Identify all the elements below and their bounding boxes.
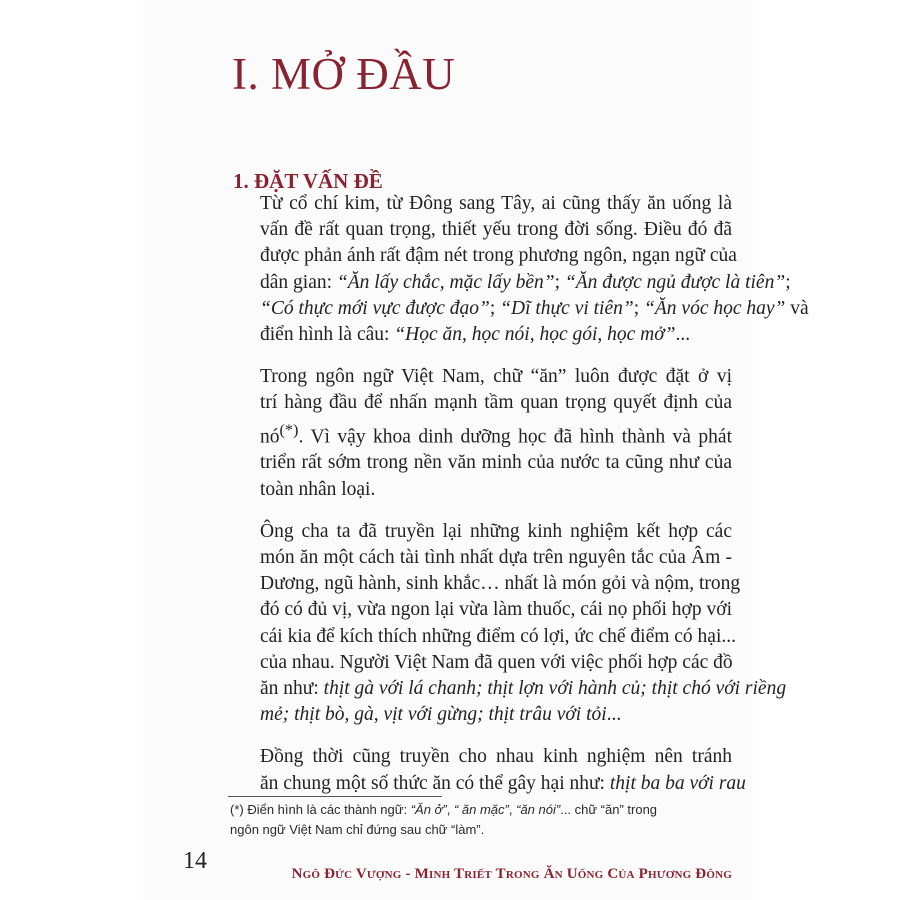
text-run: mẻ; thịt bò, gà, vịt với gừng; thịt trâu với tỏi [260, 704, 607, 726]
text-run: thịt gà với lá chanh; thịt lợn với hành củ; thịt chó với riềng [323, 677, 787, 699]
text-run: “Có thực mới vực được đạo” [260, 297, 490, 319]
text-run: thịt ba ba với rau [609, 772, 746, 794]
text-run: , [508, 802, 517, 817]
paragraph-3 [240, 519, 787, 729]
text-run: ... [606, 704, 622, 726]
text-run: món ăn một cách tài tình nhất dựa trên nguyên tắc của Âm - [260, 546, 732, 568]
text-run: “ăn nói” [516, 802, 561, 817]
text-run: ăn chung một số thức ăn có thể gây hại như: [260, 772, 610, 794]
text-line [240, 702, 732, 728]
text-run: ; [554, 271, 565, 293]
paragraph-4 [240, 744, 746, 796]
text-line [240, 477, 732, 503]
text-run: Đồng thời cũng truyền cho nhau kinh nghiệm nên tránh [260, 746, 732, 768]
text-line [230, 820, 700, 840]
text-line [240, 243, 737, 269]
page-number: 14 [183, 848, 207, 874]
running-footer-title: Ngô Đức Vượng - Minh Triết Trong Ăn Uống Của Phương Đông [291, 866, 732, 882]
text-line [240, 191, 732, 217]
text-run: . Vì vậy khoa dinh dưỡng học đã hình thành và phát [298, 426, 732, 448]
footnote-marker: (*) [279, 420, 299, 439]
text-line [240, 450, 732, 476]
text-run: ; [785, 271, 791, 293]
chapter-title: I. MỞ ĐẦU [232, 49, 456, 99]
text-line [240, 624, 737, 650]
text-line [240, 571, 741, 597]
text-run: đó có đủ vị, vừa ngon lại vừa làm thuốc, cái nọ phối hợp với [260, 599, 732, 621]
text-line [240, 296, 809, 322]
body-text [240, 191, 809, 813]
text-line [240, 519, 732, 545]
text-line [240, 417, 732, 451]
text-line [240, 676, 787, 702]
text-line [240, 545, 732, 571]
text-run: ... [675, 324, 691, 346]
text-line [240, 217, 732, 243]
text-run: ăn như: [260, 677, 324, 699]
text-run: “Ăn vóc học hay” [644, 297, 786, 319]
text-run: triển rất sớm trong nền văn minh của nước ta cũng như của [260, 452, 732, 474]
text-line [240, 744, 732, 770]
text-run: toàn nhân loại. [260, 478, 376, 500]
text-line [240, 650, 732, 676]
paragraph-2 [240, 364, 732, 503]
text-run: ... chữ “ăn” trong [560, 802, 658, 817]
text-run: “Ăn được ngủ được là tiên” [564, 271, 786, 293]
text-run: Trong ngôn ngữ Việt Nam, chữ “ăn” luôn được đặt ở vị [260, 366, 732, 388]
text-run: “Dĩ thực vi tiên” [500, 297, 634, 319]
text-run: vấn đề rất quan trọng, thiết yếu trong đời sống. Điều đó đã [260, 219, 732, 241]
text-line [240, 597, 732, 623]
text-run: nó [260, 426, 280, 448]
text-run: và [785, 297, 809, 319]
text-run: được phản ánh rất đậm nét trong phương ngôn, ngạn ngữ của [260, 245, 737, 267]
text-line [240, 270, 791, 296]
text-run: “Ăn lấy chắc, mặc lấy bền” [336, 271, 555, 293]
text-run: Dương, ngũ hành, sinh khắc… nhất là món gỏi và nộm, trong [260, 573, 741, 595]
text-run: của nhau. Người Việt Nam đã quen với việc phối hợp các đồ [260, 651, 733, 673]
text-run: ; [489, 297, 501, 319]
text-run: điển hình là câu: [260, 324, 395, 346]
text-line [240, 390, 732, 416]
text-run: cái kia để kích thích những điểm có lợi, ức chế điểm có hại... [260, 625, 737, 647]
text-run: ngôn ngữ Việt Nam chỉ đứng sau chữ “làm”. [230, 822, 485, 837]
text-line [240, 322, 732, 348]
text-run: (*) Điển hình là các thành ngữ: [230, 802, 411, 817]
text-run: “ ăn mặc” [453, 802, 509, 817]
text-run: dân gian: [260, 271, 337, 293]
text-line [240, 771, 746, 797]
footnote-divider [228, 796, 442, 797]
text-run: ; [633, 297, 645, 319]
footnote [230, 800, 700, 840]
text-run: “Học ăn, học nói, học gói, học mở” [394, 324, 676, 346]
text-line [230, 800, 700, 820]
text-run: trí hàng đầu để nhấn mạnh tầm quan trọng quyết định của [260, 392, 732, 414]
text-line [240, 364, 732, 390]
text-run: Ông cha ta đã truyền lại những kinh nghiệm kết hợp các [260, 520, 732, 542]
section-heading: 1. ĐẶT VẤN ĐỀ [233, 169, 383, 193]
paragraph-1 [240, 191, 809, 348]
text-run: , [446, 802, 454, 817]
text-run: Từ cổ chí kim, từ Đông sang Tây, ai cũng thấy ăn uống là [260, 193, 732, 214]
text-run: “Ăn ở” [410, 802, 447, 817]
